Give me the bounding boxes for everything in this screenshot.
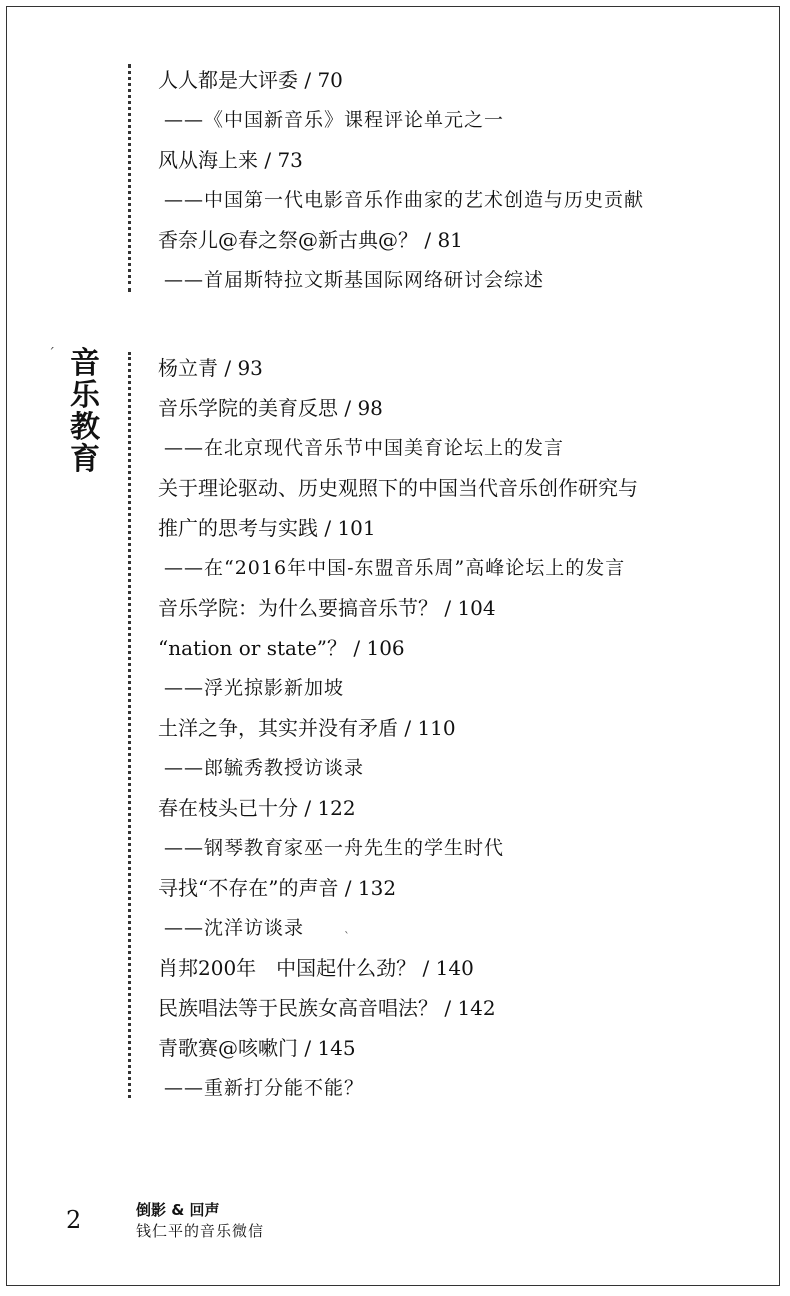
section-label-music-education xyxy=(68,348,102,476)
page-number: 2 xyxy=(66,1206,82,1234)
toc-entry-title: 推广的思考与实践 / 101 xyxy=(158,516,376,540)
toc-entry-title: 民族唱法等于民族女高音唱法？ / 142 xyxy=(158,996,496,1020)
toc-entry-title: 春在枝头已十分 / 122 xyxy=(158,796,356,820)
toc-entry-title: 青歌赛@咳嗽门 / 145 xyxy=(158,1036,356,1060)
toc-entry-subtitle: ——在“2016年中国-东盟音乐周”高峰论坛上的发言 xyxy=(164,557,626,579)
toc-entry-title: 杨立青 / 93 xyxy=(158,356,263,380)
toc-entry-subtitle: ——郎毓秀教授访谈录 xyxy=(164,757,365,779)
toc-entry-title: 人人都是大评委 / 70 xyxy=(158,68,343,92)
toc-entry-subtitle: ——在北京现代音乐节中国美育论坛上的发言 xyxy=(164,437,565,459)
toc-entry-title: 香奈儿@春之祭@新古典@？ / 81 xyxy=(158,228,463,252)
toc-entry-title: 肖邦200年 中国起什么劲？ / 140 xyxy=(158,956,474,980)
toc-entry-subtitle: ——首届斯特拉文斯基国际网络研讨会综述 xyxy=(164,269,545,291)
tick-mark: ˊ xyxy=(48,346,55,362)
section-label-char: 育 xyxy=(70,442,100,477)
toc-entry-subtitle: ——沈洋访谈录 xyxy=(164,917,305,939)
toc-list-bottom xyxy=(158,348,758,1108)
toc-list-top xyxy=(158,60,758,300)
dotted-rule-bottom xyxy=(128,352,131,1098)
toc-entry-subtitle: ——重新打分能不能？ xyxy=(164,1077,365,1099)
toc-entry-title: 音乐学院：为什么要搞音乐节？ / 104 xyxy=(158,596,496,620)
toc-entry-title: “nation or state”？ / 106 xyxy=(158,636,405,660)
book-subtitle: 钱仁平的音乐微信 xyxy=(136,1222,265,1240)
toc-entry-title: 土洋之争，其实并没有矛盾 / 110 xyxy=(158,716,456,740)
book-title: 倒影 & 回声 xyxy=(136,1201,220,1219)
stray-mark: ˋ xyxy=(344,930,350,944)
dotted-rule-top xyxy=(128,64,131,292)
toc-entry-title: 音乐学院的美育反思 / 98 xyxy=(158,396,383,420)
toc-entry-title: 寻找“不存在”的声音 / 132 xyxy=(158,876,397,900)
toc-entry-subtitle: ——中国第一代电影音乐作曲家的艺术创造与历史贡献 xyxy=(164,189,645,211)
toc-entry-title: 风从海上来 / 73 xyxy=(158,148,303,172)
section-label-char: 教 xyxy=(70,410,100,445)
section-label-char: 音 xyxy=(70,346,100,381)
toc-entry-subtitle: ——浮光掠影新加坡 xyxy=(164,677,345,699)
toc-entry-subtitle: ——钢琴教育家巫一舟先生的学生时代 xyxy=(164,837,505,859)
toc-entry-title: 关于理论驱动、历史观照下的中国当代音乐创作研究与 xyxy=(158,476,638,500)
section-label-char: 乐 xyxy=(70,378,100,413)
toc-entry-subtitle: ——《中国新音乐》课程评论单元之一 xyxy=(164,109,505,131)
